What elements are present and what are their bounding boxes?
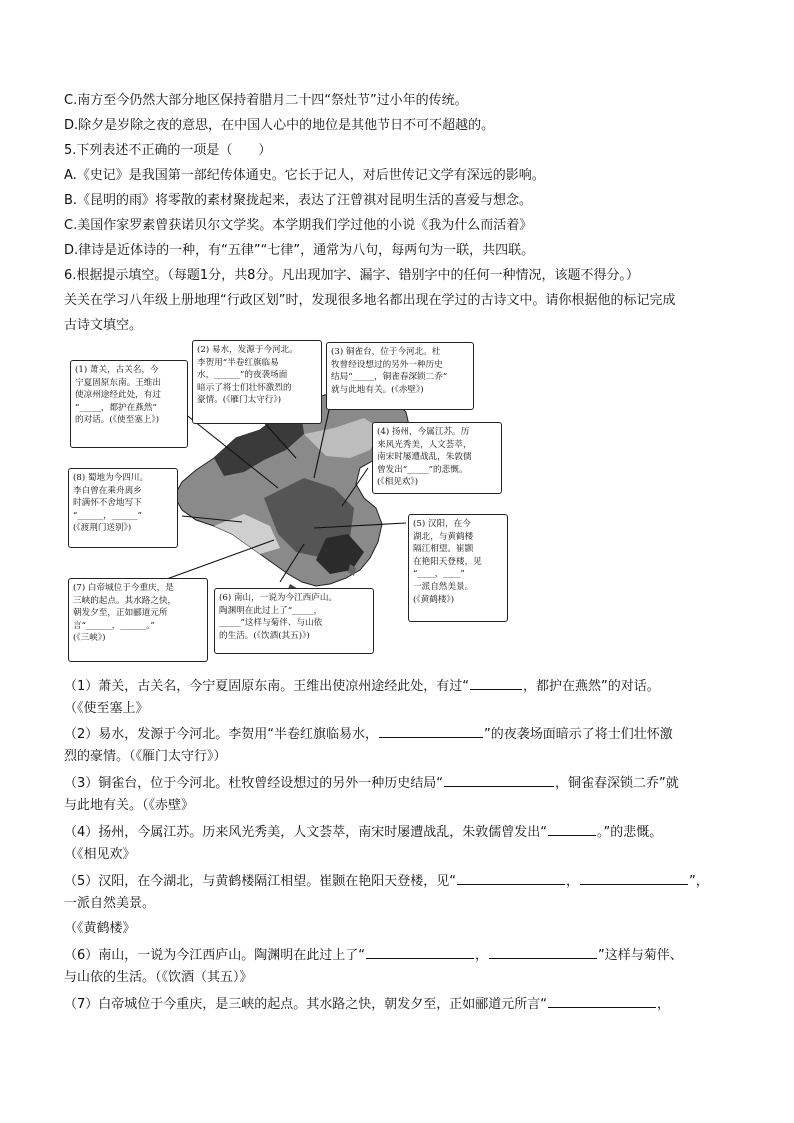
answer-blank-1[interactable] (470, 676, 522, 690)
map-label-baidicheng: (7) 白帝城位于今重庆，是 三峡的起点。其水路之快， 朝发夕至，正如郦道元所 言“______，______。” (《三峡》) (68, 578, 208, 662)
q6-stem: 6.根据提示填空。（每题1分，共8分。凡出现加字、漏字、错别字中的任何一种情况，该题不得分。） (64, 268, 639, 283)
item-3-line2: 与此地有关。（《赤壁》 (64, 798, 195, 813)
q5-option-a: A.《史记》是我国第一部纪传体通史。它长于记人，对后世传记文学有深远的影响。 (64, 168, 545, 183)
answer-blank-7a[interactable] (548, 994, 656, 1008)
q6-intro-line1: 关关在学习八年级上册地理“行政区划”时，发现很多地名都出现在学过的古诗文中。请你根据他的标记完成 (64, 293, 676, 308)
china-map-figure (64, 338, 510, 664)
item-1-line2: （《使至塞上》 (64, 701, 149, 716)
option-c-prev: C.南方至今仍然大部分地区保持着腊月二十四“祭灶节”过小年的传统。 (64, 93, 468, 108)
q5-option-d: D.律诗是近体诗的一种，有“五律”“七律”，通常为八句，每两句为一联，共四联。 (64, 243, 535, 258)
answer-blank-6b[interactable] (489, 945, 597, 959)
item-5-line2: 一派自然美景。 (64, 896, 156, 911)
item-4-line2: （《相见欢》 (64, 847, 136, 862)
item-2-line2: 烈的豪情。（《雁门太守行》） (64, 749, 227, 764)
item-6-line2: 与山依的生活。（《饮酒（其五）》 (64, 970, 253, 985)
answer-blank-5a[interactable] (457, 871, 565, 885)
answer-blank-4[interactable] (548, 822, 596, 836)
map-label-shudi: (8) 蜀地为今四川。 李白曾在乘舟离乡 时满怀不舍地写下 “______，______” (《渡荆门送别》) (68, 468, 178, 548)
map-label-yangzhou: (4) 扬州，今属江苏。历 来风光秀美，人文荟萃， 南宋时屡遭战乱，朱敦儒 曾发出“_____”的悲慨。 (《相见欢》) (372, 422, 502, 494)
q5-option-c: C.美国作家罗素曾获诺贝尔文学奖。本学期我们学过他的小说《我为什么而活着》 (64, 218, 533, 233)
item-3-line1: （3）铜雀台，位于今河北。杜牧曾经设想过的另外一种历史结局“ ，铜雀春深锁二乔”就 (64, 773, 679, 793)
answer-blank-2[interactable] (379, 724, 483, 738)
map-label-tongquetai: (3) 铜雀台，位于今河北。杜 牧曾经设想过的另外一种历史 结局“_____，铜雀春深锁二乔” 就与此地有关。(《赤壁》) (326, 342, 474, 410)
item-5-line1: （5）汉阳，在今湖北，与黄鹤楼隔江相望。崔颢在艳阳天登楼，见“ ， ”， (64, 871, 709, 891)
answer-blank-5b[interactable] (580, 871, 688, 885)
map-label-hanyang: (5) 汉阳，在今 湖北，与黄鹤楼 隔江相望。崔颢 在艳阳天登楼，见 “____，____” 一派自然美景。 (《黄鹤楼》) (408, 514, 508, 622)
item-5-line3: （《黄鹤楼》 (64, 921, 136, 936)
map-label-nanshan: (6) 南山，一说为今江西庐山。 陶渊明在此过上了“_____， _____”这样与菊伴、与山依 的生活。(《饮酒(其五)》) (214, 588, 374, 654)
option-d-prev: D.除夕是岁除之夜的意思，在中国人心中的地位是其他节日不可不超越的。 (64, 118, 495, 133)
item-4-line1: （4）扬州，今属江苏。历来风光秀美，人文荟萃，南宋时屡遭战乱，朱敦儒曾发出“ 。”的悲慨。 (64, 822, 662, 842)
item-2-line1: （2）易水，发源于今河北。李贺用“半卷红旗临易水， ”的夜袭场面暗示了将士们壮怀激 (64, 724, 673, 744)
item-6-line1: （6）南山，一说为今江西庐山。陶渊明在此过上了“ ， ”这样与菊伴、 (64, 945, 683, 965)
answer-blank-6a[interactable] (366, 945, 474, 959)
q5-stem: 5.下列表述不正确的一项是（ ） (64, 143, 272, 158)
map-label-yishui: (2) 易水，发源于今河北。 李贺用“半卷红旗临易 水，______”的夜袭场面 暗示了将士们壮怀激烈的 豪情。(《雁门太守行》) (192, 340, 322, 424)
answer-blank-3[interactable] (444, 773, 554, 787)
q6-intro-line2: 古诗文填空。 (64, 318, 143, 333)
map-label-xiaoguan: (1) 萧关，古关名，今 宁夏固原东南。王维出 使凉州途经此处，有过 “_____，都护在燕然” 的对话。(《使至塞上》) (70, 360, 188, 448)
item-7-line1: （7）白帝城位于今重庆，是三峡的起点。其水路之快，朝发夕至，正如郦道元所言“ ， (64, 994, 670, 1014)
item-1-line1: （1）萧关，古关名，今宁夏固原东南。王维出使凉州途经此处，有过“ ，都护在燕然”的对话。 (64, 676, 660, 696)
q5-option-b: B.《昆明的雨》将零散的素材聚拢起来，表达了汪曾祺对昆明生活的喜爱与想念。 (64, 193, 533, 208)
